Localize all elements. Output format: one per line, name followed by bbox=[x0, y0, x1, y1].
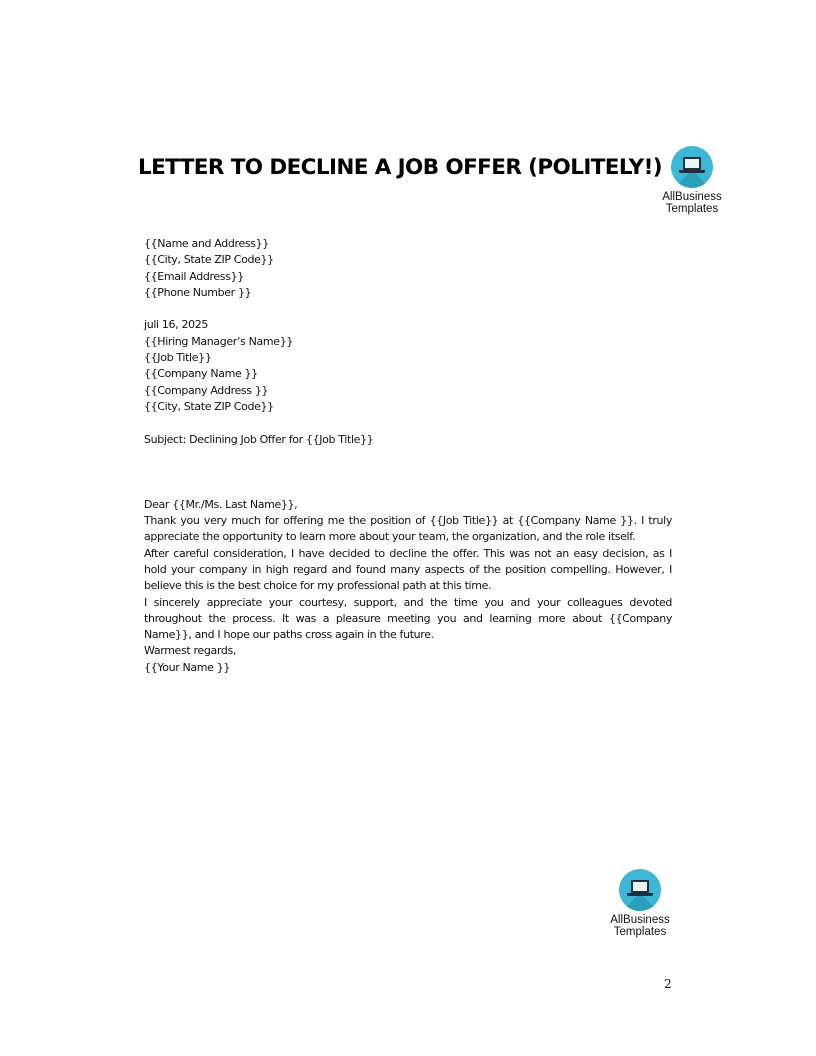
sender-line: {{Phone Number }} bbox=[144, 285, 252, 299]
logo-text-line2: Templates bbox=[665, 203, 719, 215]
recipient-line: {{City, State ZIP Code}} bbox=[144, 399, 274, 413]
sender-block bbox=[144, 236, 672, 301]
recipient-line: {{Job Title}} bbox=[144, 351, 212, 365]
allbusiness-logo-top bbox=[657, 146, 727, 215]
subject-line: Subject: Declining Job Offer for {{Job Title}} bbox=[144, 432, 374, 446]
logo-text-line2: Templates bbox=[613, 926, 667, 938]
signature: {{Your Name }} bbox=[144, 660, 231, 674]
recipient-line: {{Company Name }} bbox=[144, 367, 258, 381]
letter-date: juli 16, 2025 bbox=[144, 318, 209, 332]
salutation: Dear {{Mr./Ms. Last Name}}, bbox=[144, 497, 298, 511]
sender-line: {{Email Address}} bbox=[144, 269, 244, 283]
closing: Warmest regards, bbox=[144, 644, 236, 658]
letter-body bbox=[144, 236, 672, 676]
logo-text-line1: AllBusiness bbox=[662, 191, 722, 203]
sender-line: {{Name and Address}} bbox=[144, 237, 269, 250]
page-number: 2 bbox=[664, 977, 672, 991]
allbusiness-logo-bottom bbox=[605, 869, 675, 938]
laptop-icon bbox=[671, 146, 713, 188]
sender-line: {{City, State ZIP Code}} bbox=[144, 253, 274, 267]
recipient-line: {{Company Address }} bbox=[144, 383, 269, 397]
logo-text-line1: AllBusiness bbox=[610, 914, 670, 926]
document-title: LETTER TO DECLINE A JOB OFFER (POLITELY!) bbox=[137, 155, 663, 180]
paragraph-1: Thank you very much for offering me the position of {{Job Title}} at {{Company Name }}. I truly appreciate the opportunity to learn more about your team, the organization, and the role itself. bbox=[144, 514, 672, 544]
paragraph-2: After careful consideration, I have decided to decline the offer. This was not an easy decision, as I hold your company in high regard and found many aspects of the position compelling. However, I believe this is the best choice for my professional path at this time. bbox=[144, 546, 672, 593]
paragraph-3: I sincerely appreciate your courtesy, support, and the time you and your colleagues devoted throughout the process. It was a pleasure meeting you and learning more about {{Company Name}}, and I hope our paths cross again in the future. bbox=[144, 595, 672, 642]
recipient-line: {{Hiring Manager’s Name}} bbox=[144, 334, 293, 348]
recipient-block bbox=[144, 334, 672, 415]
laptop-icon bbox=[619, 869, 661, 911]
